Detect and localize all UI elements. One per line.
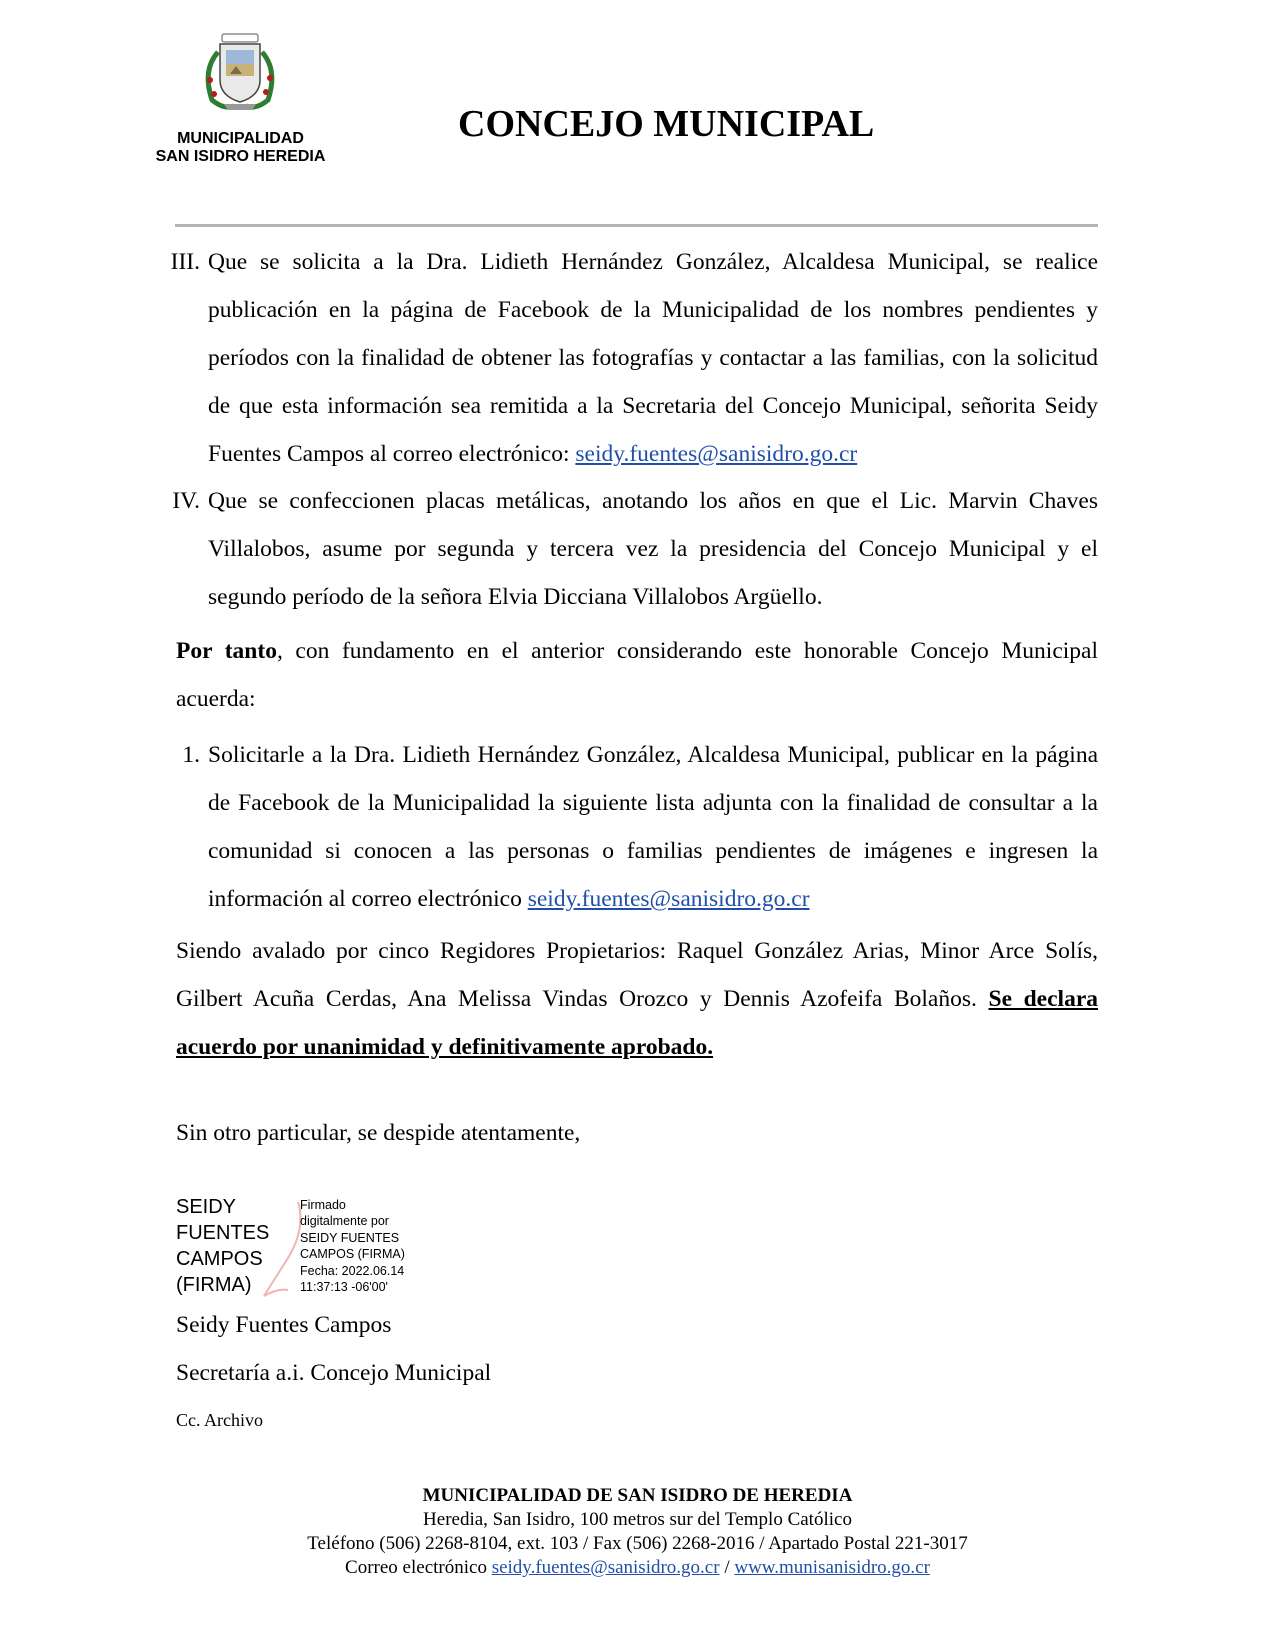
municipal-coat-of-arms-logo: [190, 30, 290, 122]
signature-name-line: FUENTES: [176, 1222, 270, 1244]
footer-email-label: Correo electrónico: [345, 1557, 492, 1578]
signature-detail-line: 11:37:13 -06'00': [300, 1280, 388, 1295]
footer-website-link[interactable]: www.munisanisidro.go.cr: [734, 1557, 930, 1578]
page-footer: [0, 1484, 1275, 1580]
por-tanto-text: , con fundamento en el anterior considerando este honorable Concejo Municipal acuerda:: [176, 638, 1098, 712]
email-link[interactable]: seidy.fuentes@sanisidro.go.cr: [527, 886, 810, 912]
endorsement-text: Siendo avalado por cinco Regidores Propietarios: Raquel González Arias, Minor Arce Solís, Gilbert Acuña Cerdas, Ana Melissa Vindas Orozco y Dennis Azofeifa Bolaños.: [176, 938, 1098, 1012]
footer-separator: /: [719, 1557, 735, 1578]
agreement-text: [208, 731, 1098, 923]
declaration-text: Se declara acuerdo por unanimidad y definitivamente aprobado.: [176, 986, 1099, 1060]
footer-phone: Teléfono (506) 2268-8104, ext. 103 / Fax (506) 2268-2016 / Apartado Postal 221-3017: [307, 1533, 968, 1554]
municipality-name-line1: MUNICIPALIDAD: [177, 130, 304, 147]
item-number: III.: [170, 249, 200, 275]
signer-name: Seidy Fuentes Campos: [176, 1312, 392, 1338]
item-number: IV.: [172, 488, 200, 514]
agreement-number: 1.: [182, 742, 200, 768]
item-text: Que se confeccionen placas metálicas, anotando los años en que el Lic. Marvin Chaves Villalobos, asume por segunda y tercera vez la presidencia del Concejo Municipal y el segundo período de la señora Elvia Dicciana Villalobos Argüello.: [208, 488, 1098, 610]
item-text: [208, 238, 1098, 478]
municipality-name-line2: SAN ISIDRO HEREDIA: [155, 148, 326, 165]
item-text-body: Que se solicita a la Dra. Lidieth Hernández González, Alcaldesa Municipal, se realice publicación en la página de Facebook de la Municipalidad de los nombres pendientes y períodos con la finalidad de obtener las fotografías y contactar a las familias, con la solicitud de que esta información sea remitida a la Secretaria del Concejo Municipal, señorita Seidy Fuentes Campos al correo electrónico:: [208, 249, 1098, 467]
closing-line: Sin otro particular, se despide atentamente,: [176, 1120, 581, 1146]
considerando-item-iv: [160, 477, 1098, 625]
header-divider: [175, 224, 1098, 227]
cc-line: Cc. Archivo: [176, 1410, 263, 1430]
page-title: CONCEJO MUNICIPAL: [458, 103, 875, 145]
signature-name-line: SEIDY: [176, 1196, 237, 1218]
signature-detail-line: SEIDY FUENTES: [300, 1230, 400, 1245]
endorsement-paragraph: [176, 927, 1098, 1071]
signature-detail-line: Firmado: [300, 1198, 346, 1212]
signature-name-block: [176, 1194, 269, 1298]
footer-org: MUNICIPALIDAD DE SAN ISIDRO DE HEREDIA: [422, 1485, 853, 1506]
signature-detail-line: digitalmente por: [300, 1214, 389, 1229]
agreement-text-body: Solicitarle a la Dra. Lidieth Hernández González, Alcaldesa Municipal, publicar en la página de Facebook de la Municipalidad la siguiente lista adjunta con la finalidad de consultar a la comunidad si conocen a las personas o familias pendientes de imágenes e ingresen la información al correo electrónico: [208, 742, 1098, 912]
considerando-item-iii: [160, 238, 1098, 478]
footer-email-link[interactable]: seidy.fuentes@sanisidro.go.cr: [491, 1557, 720, 1578]
agreement-item-1: [160, 731, 1098, 927]
footer-address: Heredia, San Isidro, 100 metros sur del Templo Católico: [423, 1509, 852, 1530]
signer-role: Secretaría a.i. Concejo Municipal: [176, 1360, 492, 1386]
signature-detail-line: CAMPOS (FIRMA): [300, 1247, 405, 1262]
por-tanto-paragraph: [176, 627, 1098, 723]
por-tanto-bold: Por tanto: [176, 638, 277, 664]
municipality-name: [118, 130, 363, 166]
signature-name-line: (FIRMA): [176, 1274, 252, 1296]
signature-name-line: CAMPOS: [176, 1248, 263, 1270]
signature-detail-line: Fecha: 2022.06.14: [300, 1263, 405, 1278]
email-link[interactable]: seidy.fuentes@sanisidro.go.cr: [575, 441, 858, 467]
footer-contact: [0, 1556, 1275, 1580]
signature-details: [300, 1197, 405, 1295]
